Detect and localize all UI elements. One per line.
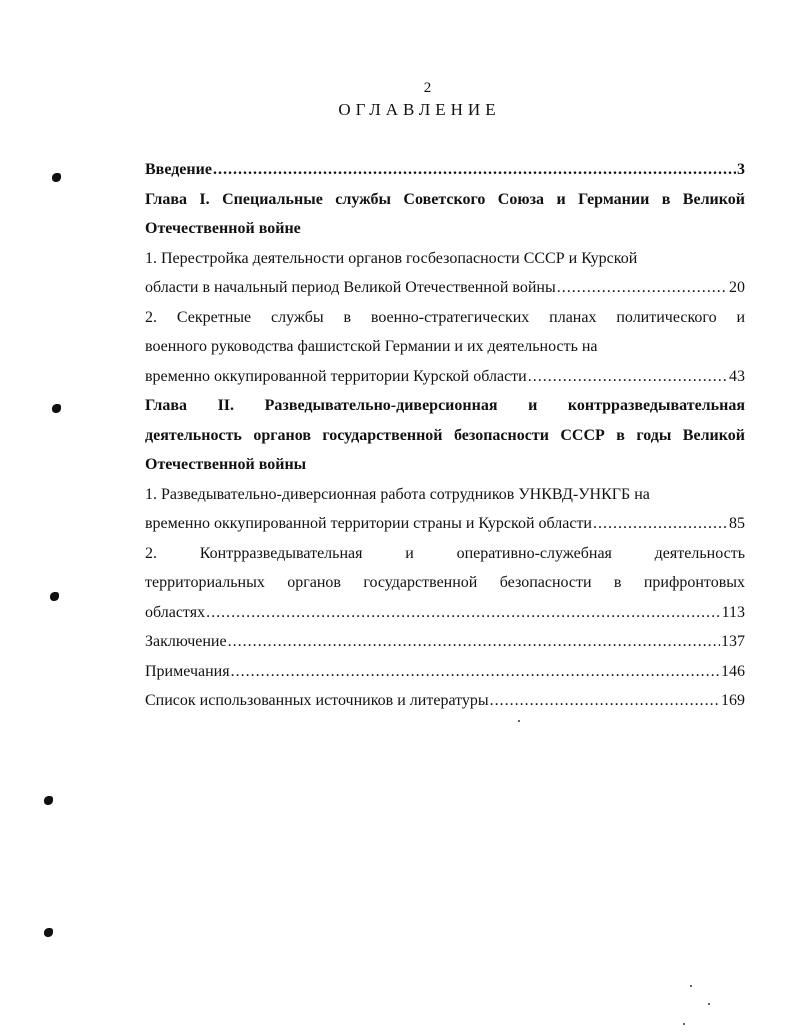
toc-entry-text: временно оккупированной территории страны и Курской области	[145, 515, 592, 532]
toc-entry-notes	[145, 657, 745, 687]
chapter-2-heading-cont: деятельность органов государственной безопасности СССР в годы Великой	[145, 426, 745, 444]
toc-page-number: 3	[737, 161, 745, 178]
section-1-2-text-cont: военного руководства фашистской Германии и их деятельность на	[145, 338, 598, 355]
scan-speck	[690, 985, 692, 987]
dot-leader	[557, 273, 728, 303]
toc-page-number: 43	[729, 367, 745, 385]
section-2-2-text: 2. Контрразведывательная и оперативно-служебная деятельность	[145, 544, 745, 562]
toc-entry-intro	[145, 155, 745, 185]
toc-entry-section-2-2	[145, 598, 745, 628]
binding-hole-mark	[44, 796, 53, 805]
binding-hole-mark	[52, 404, 61, 413]
dot-leader	[213, 155, 736, 185]
toc-entry-text: Заключение	[145, 633, 227, 650]
toc-entry-section-2-1	[145, 509, 745, 539]
toc-page-number: 113	[721, 603, 745, 621]
toc-page-number: 146	[721, 662, 745, 680]
toc-entry-text: временно оккупированной территории Курской области	[145, 367, 527, 385]
toc-page-number: 85	[729, 515, 745, 532]
chapter-2-heading: Глава II. Разведывательно-диверсионная и контрразведывательная	[145, 397, 745, 414]
dot-leader	[490, 686, 720, 716]
toc-entry-text: области в начальный период Великой Отечественной войны	[145, 279, 556, 296]
toc-entry-sources	[145, 686, 745, 716]
chapter-1-heading-cont: Отечественной войне	[145, 220, 301, 237]
binding-hole-mark	[44, 928, 53, 937]
scan-speck	[708, 1003, 710, 1005]
dot-leader	[206, 598, 721, 628]
toc-page-number: 169	[721, 692, 745, 709]
scan-speck	[683, 1023, 685, 1025]
toc-entry-text: Примечания	[145, 662, 230, 680]
toc-entry-text: Введение	[145, 161, 212, 178]
toc-entry-text: Список использованных источников и литературы	[145, 692, 489, 709]
section-1-1-text: 1. Перестройка деятельности органов госбезопасности СССР и Курской	[145, 249, 638, 267]
toc-page-number: 137	[721, 633, 745, 650]
page-number: 2	[423, 80, 432, 96]
dot-leader	[231, 657, 720, 687]
dot-leader	[528, 362, 728, 392]
section-2-1-text: 1. Разведывательно-диверсионная работа сотрудников УНКВД-УНКГБ на	[145, 485, 650, 503]
section-1-2-text: 2. Секретные службы в военно-стратегических планах политического и	[145, 308, 745, 326]
toc-entry-conclusion	[145, 627, 745, 657]
binding-hole-mark	[52, 173, 61, 182]
table-of-contents	[145, 155, 745, 716]
toc-page-number: 20	[729, 279, 745, 296]
dot-leader	[228, 627, 720, 657]
page-title: ОГЛАВЛЕНИЕ	[338, 100, 501, 119]
dot-leader	[593, 509, 728, 539]
toc-entry-text: областях	[145, 603, 206, 621]
toc-entry-section-1-1	[145, 273, 745, 303]
chapter-2-heading-end: Отечественной войны	[145, 456, 307, 473]
section-2-2-text-cont: территориальных органов государственной безопасности в прифронтовых	[145, 574, 745, 591]
scan-speck	[518, 720, 520, 722]
toc-entry-section-1-2	[145, 362, 745, 392]
chapter-1-heading: Глава I. Специальные службы Советского Союза и Германии в Великой	[145, 190, 745, 208]
binding-hole-mark	[50, 592, 59, 601]
